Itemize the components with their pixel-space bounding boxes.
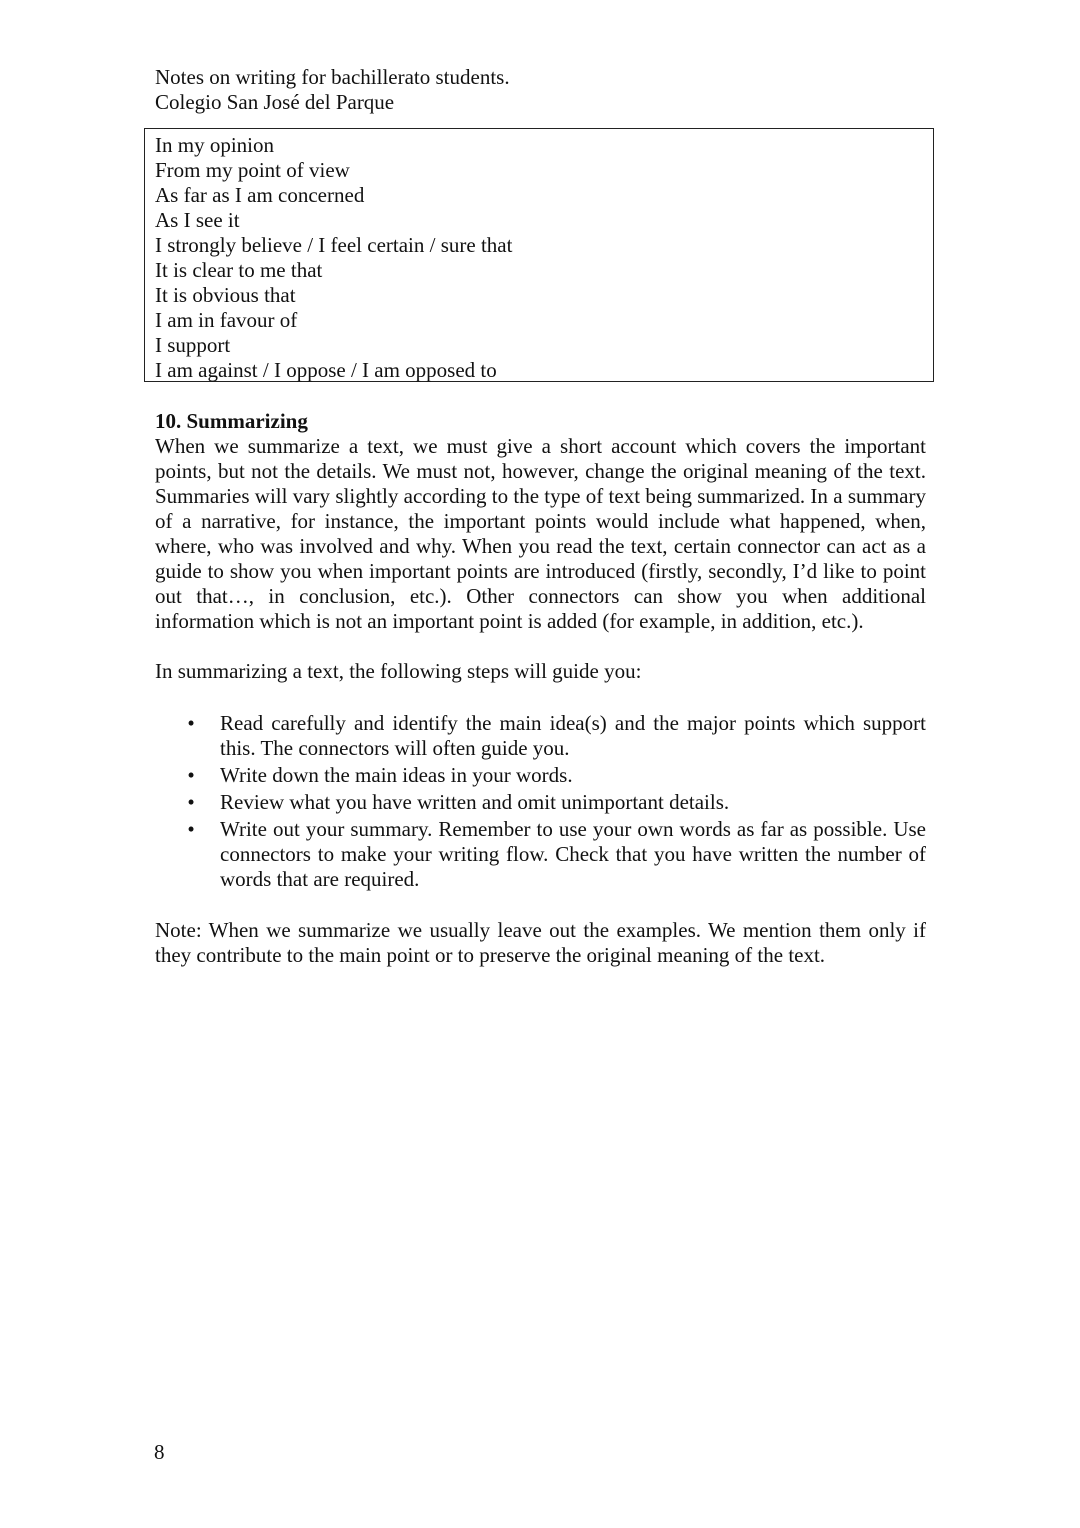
page-header [155,65,510,115]
phrase-item: I support [155,333,231,357]
phrase-item: In my opinion [155,133,274,157]
bullet-icon: • [187,711,195,735]
phrase-item: From my point of view [155,158,350,182]
page-number: 8 [154,1440,165,1464]
steps-list [155,711,926,892]
step-text: Read carefully and identify the main idea(s) and the major points which support this. The connectors will often guide you. [220,711,926,760]
phrase-item: As far as I am concerned [155,183,365,207]
phrase-item: It is clear to me that [155,258,323,282]
phrase-item: As I see it [155,208,240,232]
list-item [187,817,926,892]
header-title: Notes on writing for bachillerato students. [155,65,510,89]
phrase-item: I am against / I oppose / I am opposed to [155,358,497,382]
bullet-icon: • [187,763,195,787]
list-item [187,763,926,788]
list-item [187,711,926,761]
step-text: Write out your summary. Remember to use your own words as far as possible. Use connectors to make your writing flow. Check that you have written the number of words that are required. [220,817,926,891]
phrase-item: It is obvious that [155,283,296,307]
section-note: Note: When we summarize we usually leave out the examples. We mention them only if they contribute to the main point or to preserve the original meaning of the text. [155,918,926,967]
section-heading: 10. Summarizing [155,409,308,433]
opinion-phrases-box [144,128,934,382]
step-text: Write down the main ideas in your words. [220,763,573,787]
list-item [187,790,926,815]
phrase-item: I strongly believe / I feel certain / sure that [155,233,513,257]
phrase-item: I am in favour of [155,308,298,332]
step-text: Review what you have written and omit unimportant details. [220,790,730,814]
section-paragraph: When we summarize a text, we must give a short account which covers the important points, but not the details. We must not, however, change the original meaning of the text. Summaries will vary slightly according to the type of text being summarized. In a summary of a narrative, for instance, the important points would include what happened, when, where, who was involved and why. When you read the text, certain connector can act as a guide to show you when important points are introduced (firstly, secondly, I’d like to point out that…, in conclusion, etc.). Other connectors can show you when additional information which is not an important point is added (for example, in addition, etc.). [155,434,926,633]
bullet-icon: • [187,790,195,814]
bullet-icon: • [187,817,195,841]
summarizing-section [155,409,926,968]
steps-intro: In summarizing a text, the following steps will guide you: [155,659,642,683]
header-school: Colegio San José del Parque [155,90,395,114]
